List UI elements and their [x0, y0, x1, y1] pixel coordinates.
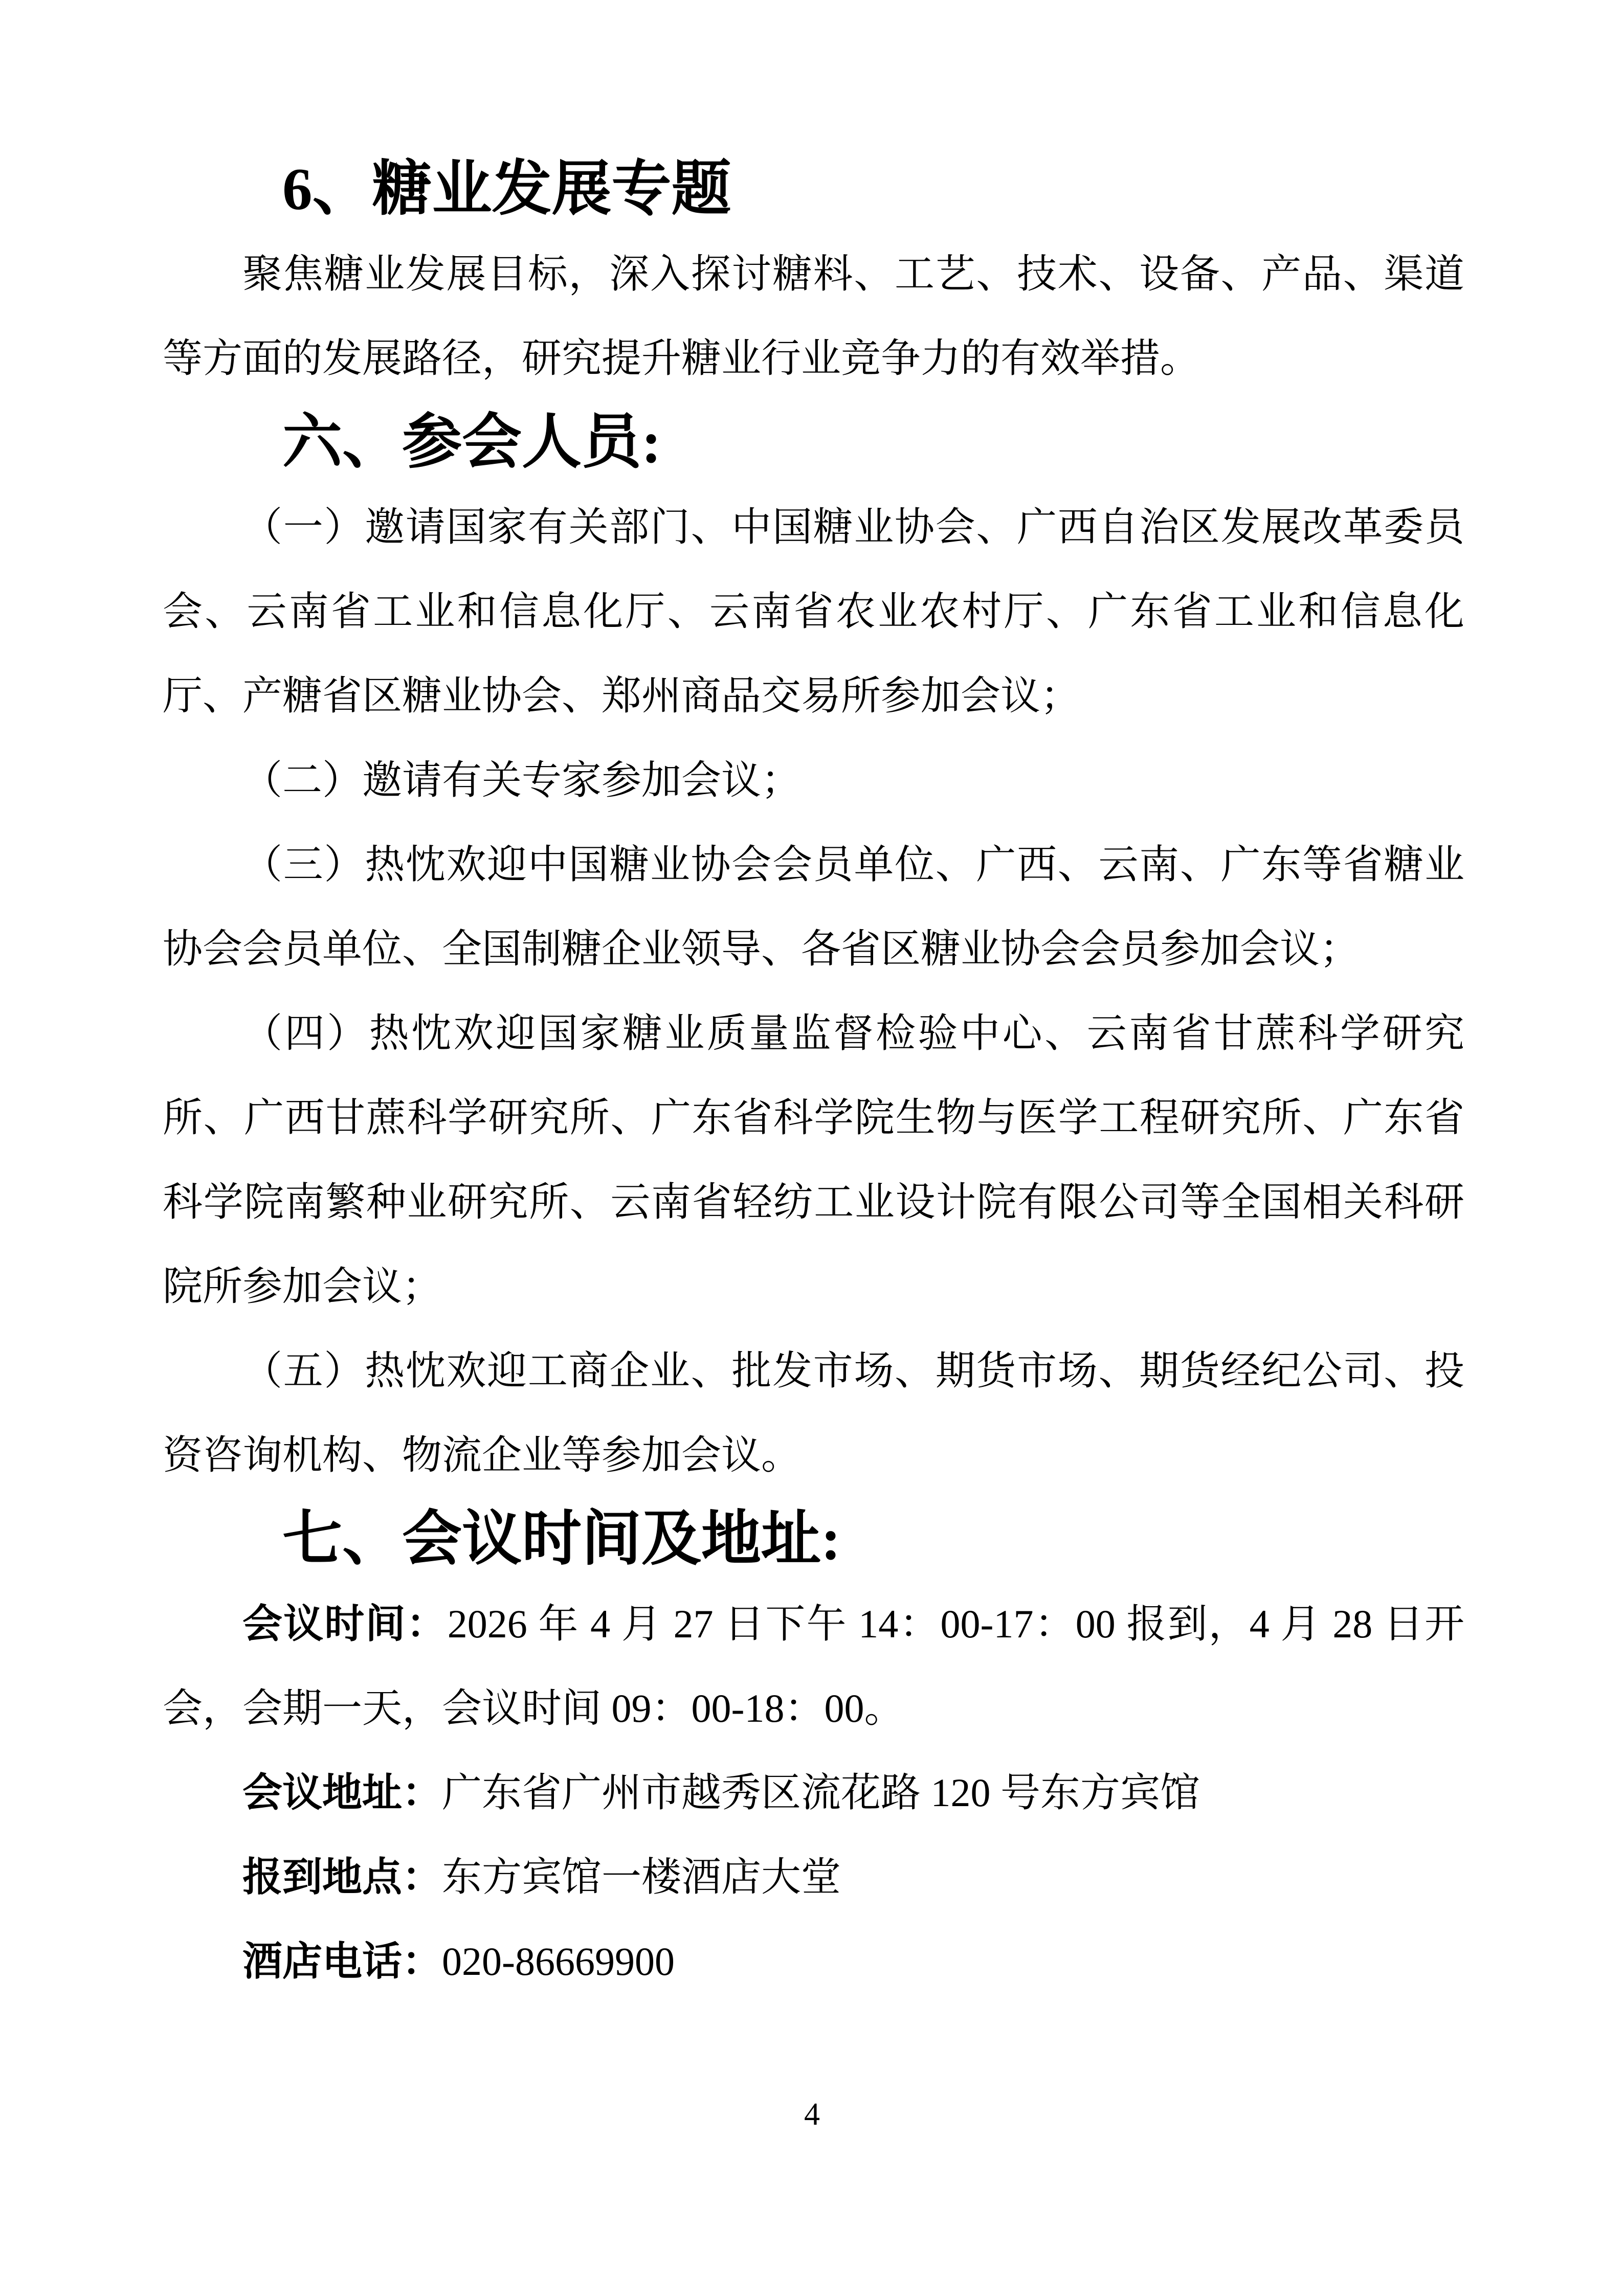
meeting-time-value: 2026 年 4 月 27 日下午 14：00-17：00 报到，4 月 28 日开会，会期一天，会议时间 09：00-18：00。 — [163, 1602, 1464, 1730]
meeting-time-label: 会议时间： — [242, 1602, 448, 1646]
meeting-address-line — [163, 1750, 1464, 1835]
paragraph-attendees-item-4: （四）热忱欢迎国家糖业质量监督检验中心、云南省甘蔗科学研究所、广西甘蔗科学研究所、广东省科学院生物与医学工程研究所、广东省科学院南繁种业研究所、云南省轻纺工业设计院有限公司等全国相关科研院所参加会议； — [163, 1011, 1464, 1309]
hotel-phone-line — [163, 1919, 1464, 2004]
checkin-location-value: 东方宾馆一楼酒店大堂 — [442, 1855, 841, 1899]
section-heading-attendees: 六、参会人员: — [282, 410, 661, 476]
paragraph-attendees-item-3: （三）热忱欢迎中国糖业协会会员单位、广西、云南、广东等省糖业协会会员单位、全国制糖企业领导、各省区糖业协会会员参加会议； — [163, 842, 1464, 971]
meeting-address-label: 会议地址： — [242, 1770, 442, 1815]
paragraph-attendees-item-5: （五）热忱欢迎工商企业、批发市场、期货市场、期货经纪公司、投资咨询机构、物流企业等参加会议。 — [163, 1348, 1464, 1477]
page-number: 4 — [804, 2097, 820, 2132]
subtopic-heading-sugar-development: 6、糖业发展专题 — [282, 156, 731, 222]
checkin-location-label: 报到地点： — [242, 1855, 442, 1899]
hotel-phone-value: 020-86669900 — [442, 1939, 675, 1984]
meeting-address-value: 广东省广州市越秀区流花路 120 号东方宾馆 — [442, 1770, 1200, 1815]
section-heading-time-and-address: 七、会议时间及地址: — [282, 1506, 841, 1572]
paragraph-sugar-development-detail: 聚焦糖业发展目标，深入探讨糖料、工艺、技术、设备、产品、渠道等方面的发展路径，研究提升糖业行业竞争力的有效举措。 — [163, 252, 1464, 380]
meeting-time-line — [163, 1582, 1464, 1750]
checkin-location-line — [163, 1835, 1464, 1919]
paragraph-attendees-item-1: （一）邀请国家有关部门、中国糖业协会、广西自治区发展改革委员会、云南省工业和信息化厅、云南省农业农村厅、广东省工业和信息化厅、产糖省区糖业协会、郑州商品交易所参加会议； — [163, 505, 1464, 718]
paragraph-attendees-item-2: （二）邀请有关专家参加会议； — [242, 758, 802, 802]
document-body — [163, 147, 1464, 2004]
hotel-phone-label: 酒店电话： — [242, 1939, 442, 1984]
